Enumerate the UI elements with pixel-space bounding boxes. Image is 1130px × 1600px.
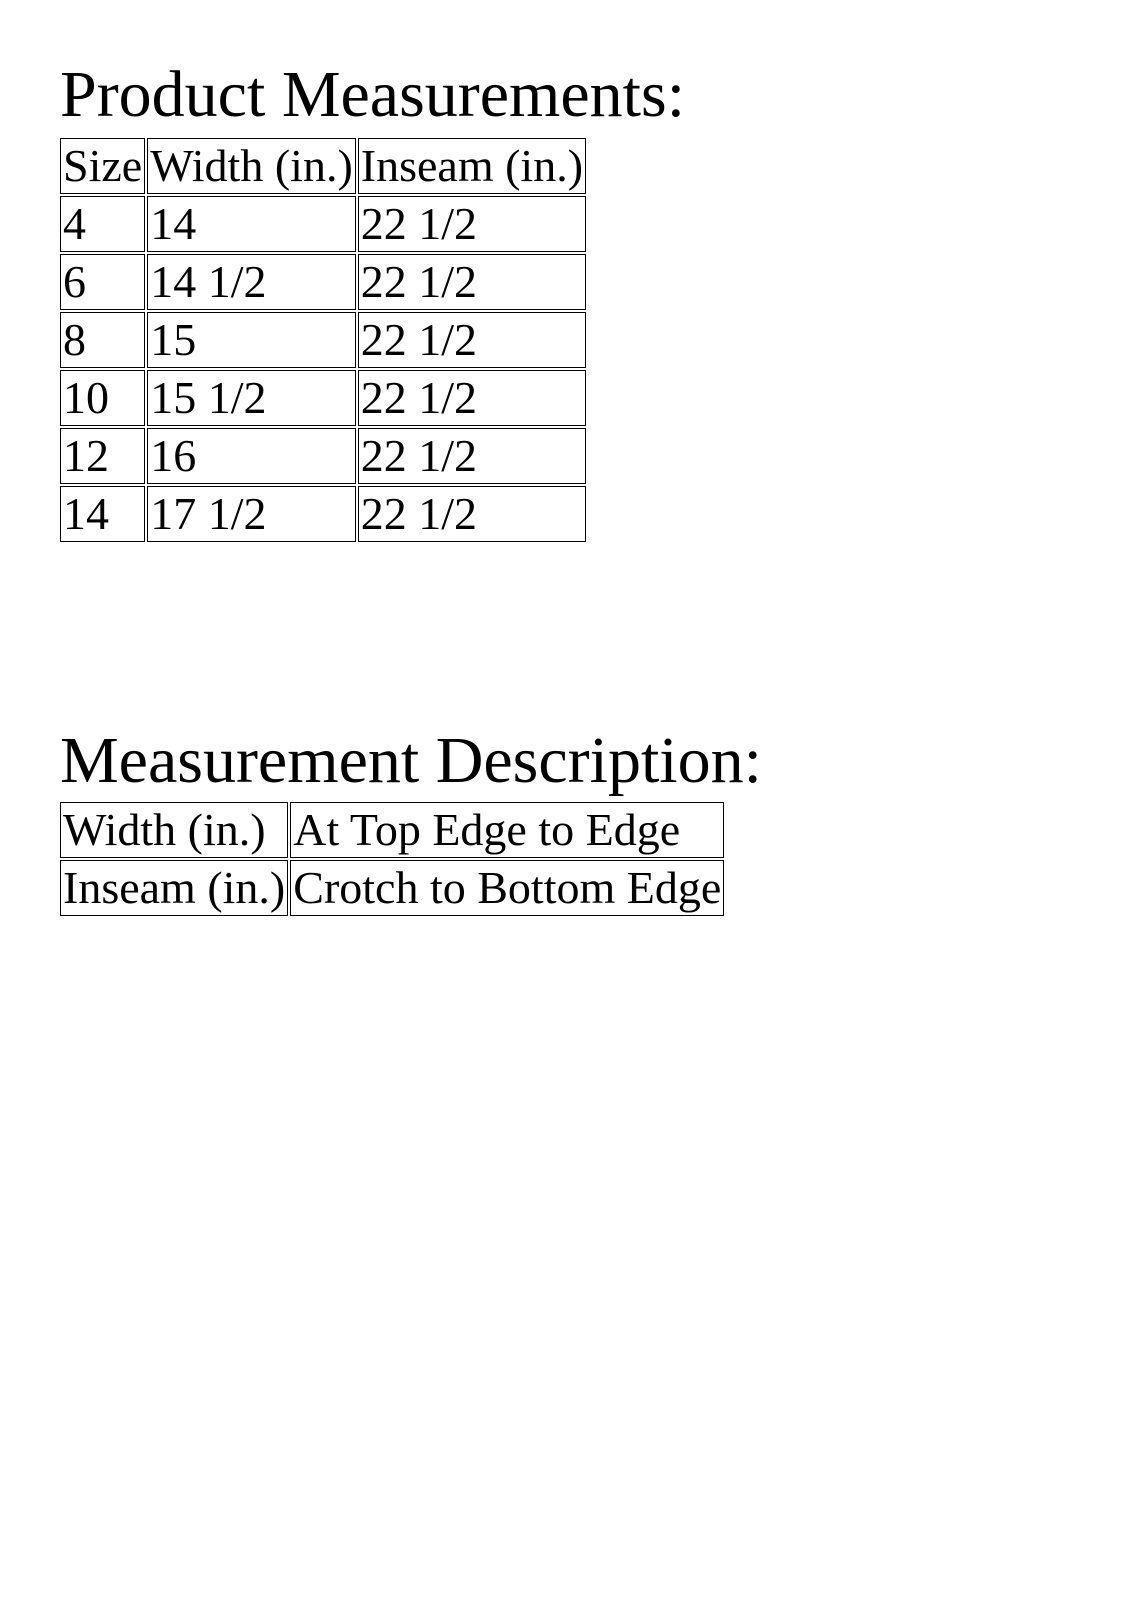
measurement-name-cell: Width (in.) bbox=[60, 802, 288, 858]
table-row bbox=[60, 196, 586, 252]
measurement-description-cell: At Top Edge to Edge bbox=[290, 802, 724, 858]
table-header-row bbox=[60, 138, 586, 194]
measurement-name-cell: Inseam (in.) bbox=[60, 860, 288, 916]
width-cell: 14 1/2 bbox=[147, 254, 356, 310]
inseam-cell: 22 1/2 bbox=[358, 428, 586, 484]
header-cell-inseam: Inseam (in.) bbox=[358, 138, 586, 194]
table-row bbox=[60, 428, 586, 484]
inseam-cell: 22 1/2 bbox=[358, 370, 586, 426]
product-measurements-table bbox=[58, 136, 588, 544]
inseam-cell: 22 1/2 bbox=[358, 486, 586, 542]
size-cell: 14 bbox=[60, 486, 145, 542]
measurement-description-title: Measurement Description: bbox=[60, 724, 762, 797]
inseam-cell: 22 1/2 bbox=[358, 254, 586, 310]
width-cell: 15 bbox=[147, 312, 356, 368]
size-cell: 6 bbox=[60, 254, 145, 310]
width-cell: 15 1/2 bbox=[147, 370, 356, 426]
size-cell: 4 bbox=[60, 196, 145, 252]
header-cell-size: Size bbox=[60, 138, 145, 194]
width-cell: 17 1/2 bbox=[147, 486, 356, 542]
size-cell: 12 bbox=[60, 428, 145, 484]
table-row bbox=[60, 802, 724, 858]
width-cell: 14 bbox=[147, 196, 356, 252]
table-row bbox=[60, 254, 586, 310]
width-cell: 16 bbox=[147, 428, 356, 484]
size-cell: 8 bbox=[60, 312, 145, 368]
table-row bbox=[60, 370, 586, 426]
header-cell-width: Width (in.) bbox=[147, 138, 356, 194]
inseam-cell: 22 1/2 bbox=[358, 312, 586, 368]
table-row bbox=[60, 486, 586, 542]
size-cell: 10 bbox=[60, 370, 145, 426]
measurement-description-table bbox=[58, 800, 726, 918]
table-row bbox=[60, 312, 586, 368]
inseam-cell: 22 1/2 bbox=[358, 196, 586, 252]
table-row bbox=[60, 860, 724, 916]
measurement-description-cell: Crotch to Bottom Edge bbox=[290, 860, 724, 916]
product-measurements-title: Product Measurements: bbox=[60, 58, 686, 131]
